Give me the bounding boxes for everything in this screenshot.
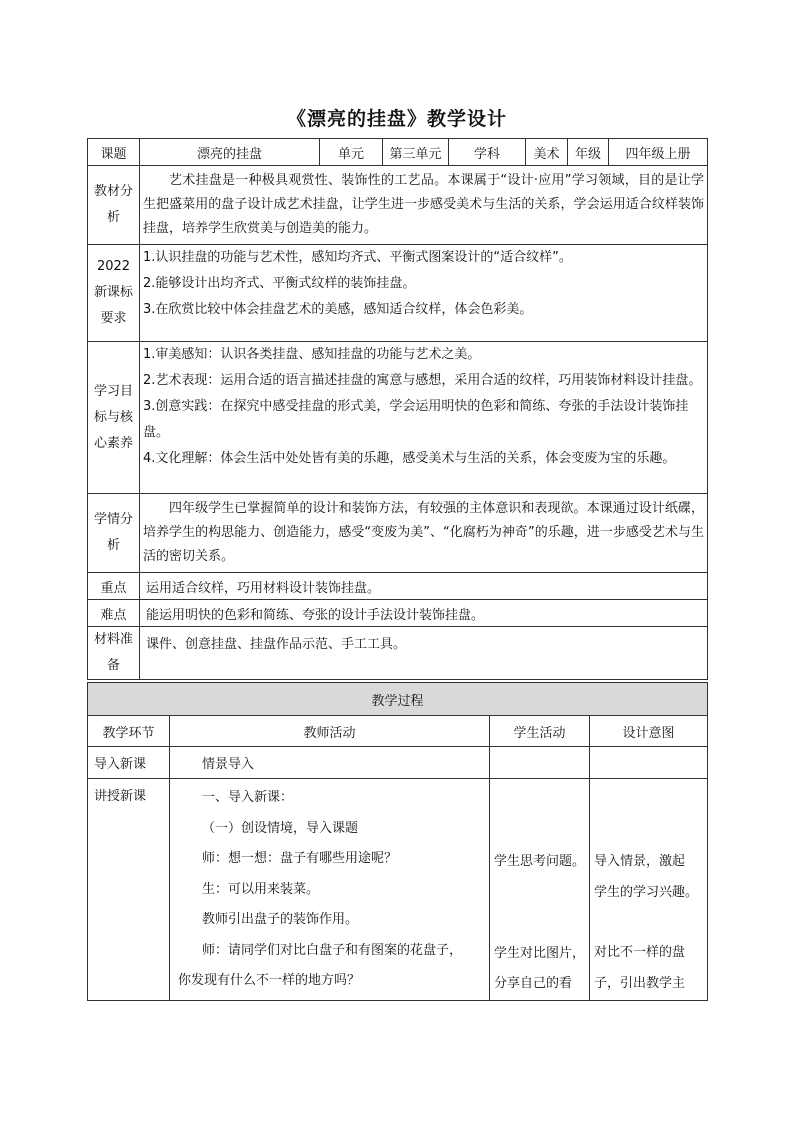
lecture-stage: 讲授新课 xyxy=(88,779,170,1001)
design-intent: 导入情景，激起 xyxy=(594,854,686,869)
subject-label: 学科 xyxy=(449,139,526,166)
teacher-line: 师：请同学们对比白盘子和有图案的花盘子， xyxy=(202,942,463,958)
teacher-line: 一、导入新课： xyxy=(202,790,294,805)
learners-label: 学情分析 xyxy=(88,494,140,573)
standards-list xyxy=(140,245,708,342)
material-text: 艺术挂盘是一种极具观赏性、装饰性的工艺品。本课属于“设计·应用”学习领域，目的是让学生把盛菜用的盘子设计成艺术挂盘，让学生进一步感受美术与生活的关系，学会运用适合纹样装饰挂盘，培养学生欣赏美与创造美的能力。 xyxy=(140,166,708,245)
objectives-item: 4.文化理解：体会生活中处处皆有美的乐趣，感受美术与生活的关系，体会变废为宝的乐趣。 xyxy=(143,451,676,466)
column-student: 学生活动 xyxy=(490,716,590,747)
standards-label: 2022新课标要求 xyxy=(88,245,140,342)
topic-label: 课题 xyxy=(88,139,140,166)
design-intent: 子，引出教学主 xyxy=(594,975,686,991)
unit-label: 单元 xyxy=(320,139,383,166)
column-stage: 教学环节 xyxy=(88,716,170,747)
lecture-row xyxy=(88,779,708,1001)
topic-value: 漂亮的挂盘 xyxy=(140,139,320,166)
intro-stage: 导入新课 xyxy=(88,747,170,779)
grade-label: 年级 xyxy=(568,139,609,166)
column-teacher: 教师活动 xyxy=(170,716,490,747)
unit-value: 第三单元 xyxy=(383,139,449,166)
material-analysis-row xyxy=(88,166,708,245)
teacher-line: 你发现有什么不一样的地方吗？ xyxy=(178,973,361,988)
key-point-row xyxy=(88,573,708,600)
teacher-line: （一）创设情境，导入课题 xyxy=(202,820,359,836)
subject-value: 美术 xyxy=(526,139,568,166)
materials-label: 材料准备 xyxy=(88,627,140,680)
standards-item: 2.能够设计出均齐式、平衡式纹样的装饰挂盘。 xyxy=(143,276,416,291)
learners-text: 四年级学生已掌握简单的设计和装饰方法，有较强的主体意识和表现欲。本课通过设计纸碟，培养学生的构思能力、创造能力，感受“变废为美”、“化腐朽为神奇”的乐趣，进一步感受艺术与生活的密切关系。 xyxy=(140,494,708,573)
objectives-label: 学习目标与核心素养 xyxy=(88,342,140,494)
process-header-row xyxy=(88,683,708,716)
difficulty-label: 难点 xyxy=(88,600,140,627)
objectives-list xyxy=(140,342,708,494)
standards-item: 3.在欣赏比较中体会挂盘艺术的美感，感知适合纹样，体会色彩美。 xyxy=(143,302,533,317)
intro-teacher: 情景导入 xyxy=(170,747,490,779)
student-activity: 学生对比图片， xyxy=(494,945,586,961)
grade-value: 四年级上册 xyxy=(609,139,708,166)
lecture-intent xyxy=(590,779,708,1001)
intro-intent xyxy=(590,747,708,779)
materials-text: 课件、创意挂盘、挂盘作品示范、手工工具。 xyxy=(140,627,708,680)
lecture-student xyxy=(490,779,590,1001)
lecture-teacher xyxy=(170,779,490,1001)
student-activity: 学生思考问题。 xyxy=(494,854,586,869)
process-header: 教学过程 xyxy=(88,683,708,716)
objectives-item: 3.创意实践：在探究中感受挂盘的形式美，学会运用明快的色彩和简练、夸张的手法设计装饰挂盘。 xyxy=(143,399,689,440)
document-title: 《漂亮的挂盘》教学设计 xyxy=(286,108,507,130)
column-intent: 设计意图 xyxy=(590,716,708,747)
intro-student xyxy=(490,747,590,779)
difficulty-row xyxy=(88,600,708,627)
teaching-process-table xyxy=(87,682,708,1001)
teacher-line: 师：想一想：盘子有哪些用途呢？ xyxy=(202,851,398,866)
teacher-line: 生：可以用来装菜。 xyxy=(202,881,320,897)
design-intent: 学生的学习兴趣。 xyxy=(594,884,699,900)
objectives-item: 2.艺术表现：运用合适的语言描述挂盘的寓意与感想，采用合适的纹样，巧用装饰材料设计挂盘。 xyxy=(143,373,702,388)
objectives-item: 1.审美感知：认识各类挂盘、感知挂盘的功能与艺术之美。 xyxy=(143,347,481,362)
standards-row xyxy=(88,245,708,342)
materials-row xyxy=(88,627,708,680)
key-point-text: 运用适合纹样，巧用材料设计装饰挂盘。 xyxy=(140,573,708,600)
design-intent: 对比不一样的盘 xyxy=(594,945,686,960)
standards-item: 1.认识挂盘的功能与艺术性，感知均齐式、平衡式图案设计的“适合纹样”。 xyxy=(143,250,572,265)
teacher-line: 教师引出盘子的装饰作用。 xyxy=(202,912,359,927)
lesson-info-table xyxy=(87,138,708,680)
process-columns-row xyxy=(88,716,708,747)
key-point-label: 重点 xyxy=(88,573,140,600)
material-label: 教材分析 xyxy=(88,166,140,245)
student-activity: 分享自己的看 xyxy=(494,976,573,991)
info-row xyxy=(88,139,708,166)
difficulty-text: 能运用明快的色彩和简练、夸张的设计手法设计装饰挂盘。 xyxy=(140,600,708,627)
learners-row xyxy=(88,494,708,573)
objectives-row xyxy=(88,342,708,494)
intro-row xyxy=(88,747,708,779)
